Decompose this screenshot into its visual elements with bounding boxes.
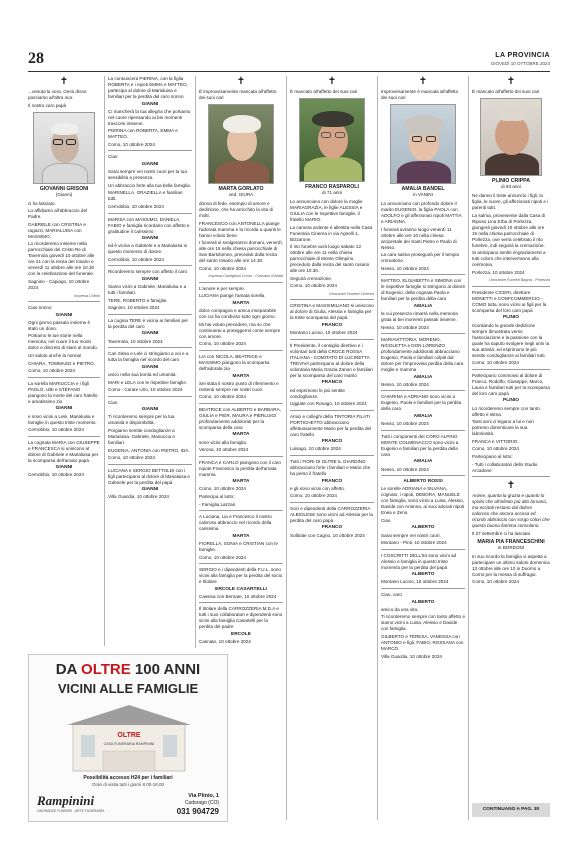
notice-signers: FRANCA e VITTORIO.	[472, 438, 519, 444]
column-divider	[104, 76, 105, 646]
notice-separator	[472, 369, 550, 370]
notice-text: la cui presenza rimarrà nella memoria grata ai bei momenti passati insieme.	[381, 311, 458, 323]
notice-text: Soci e dipendenti della CARROZZERIA ALBIOLESE sono vicini ad Alessia per la perdita del caro papà	[290, 505, 373, 523]
notice-signers: TERE, ROBERTO e famiglie.	[108, 297, 168, 303]
notice-date: Montano Lucino, 10 ottobre 2024	[381, 579, 449, 585]
notice-separator	[199, 282, 283, 283]
notice-separator	[472, 286, 550, 287]
notice-signers: PIERINA con ROBERTA, EMMA e MATTEO.	[108, 128, 178, 140]
notice-text: CHIARINA e ADRIANO sono vicini a Eugenio, Paola e familiari per la perdita della cara	[381, 394, 462, 412]
notice-text: Lo annunciano con profondo dolore il marito EUGENIO, la figlia PAOLA con ADOLFO e gli affezionati nipoti MATTIA e ARIANNA.	[381, 201, 462, 224]
notice-date: Nesso, 10 ottobre 2024	[381, 466, 429, 472]
notice-separator	[290, 339, 374, 340]
deceased-name: GIOVANNI GRISONI	[39, 185, 89, 192]
notice-text: Ti ricorderemo sempre per la tua umanità e disponibilità.	[108, 414, 175, 426]
notice-date: Cernobbio, 10 ottobre 2024	[108, 256, 164, 262]
notice-separator	[381, 390, 465, 391]
deceased-subtitle: in BORDONI	[497, 544, 525, 550]
notice-separator	[199, 602, 283, 603]
publication-name: LA PROVINCIA	[495, 52, 550, 59]
notice-text: Partecipano commossi al dolore di Franco, Rodolfo, Giuseppe, Marco, Laura e familiari tutti per la scomparsa del loro caro papà	[472, 372, 550, 396]
notice-separator	[28, 377, 100, 378]
notice-text: ci ha lasciato.	[28, 200, 56, 206]
house-sign-text: OLTRE	[117, 732, 141, 739]
notice-text: amico da una vita.	[381, 606, 419, 612]
notice-text: ricordando la grande dedizione sempre dimostrata verso l'associazione e la passione con la quale ha saputo svolgere negli anni la sua attività, ed esprimono le più sentite condoglianze ai familiari tutti.	[472, 322, 550, 358]
notice-separator	[381, 430, 465, 431]
notice-text: SERGIO e i dipendenti della F.U.L. sono vicini alla famiglia per la perdita del socio e titolare	[199, 567, 283, 585]
notice-text: CRISTINA e MASSIMILIANO si uniscono al dolore di Giulia, Alessia e famiglia per la triste scomparsa del papà	[290, 303, 374, 321]
notice-date: Nesso, 10 ottobre 2024	[381, 265, 429, 271]
notice-date: Tavernola, 10 ottobre 2024	[108, 338, 163, 344]
notice-signers: GILBERTO e TERESA, VANESSA con ANTONIO e figli, FABIO, ROSSANA con MARCO.	[381, 633, 464, 651]
notice-text: Tutti i FIORI DI OLTRE IL GIARDINO abbracciano forte i familiari e Mario che ha perso il fratello	[290, 458, 371, 476]
notice-text: Un abbraccio forte alla tua bella famiglia.	[108, 182, 191, 188]
notice-date: Cernobbio, 10 ottobre 2024	[108, 204, 164, 210]
notice-text: Presidente CICERI, direttore MONETTI e CONFCOMMERCIO - COMO tutta, sono vicini ai figli per la scomparsa del loro caro papà	[472, 289, 547, 313]
notice-date: Cernobbio, 10 ottobre 2024	[28, 427, 84, 433]
notice-separator	[108, 213, 192, 214]
notice-separator	[199, 510, 283, 511]
notice-text: A Luciana, Lia e Francesco il nostro caloroso abbraccio nel ricordo della carissima	[199, 514, 272, 532]
notice-separator	[108, 464, 192, 465]
deceased-subtitle: di 71 anni	[322, 190, 342, 195]
notice-text: e sono vicini a Lele, Marialuisa e famiglie in questo triste momento.	[28, 413, 97, 425]
notice-separator	[290, 299, 374, 300]
notice-signers: EUGENIA, ANTONIA con PIETRO, IDA.	[108, 447, 190, 453]
notice-text: Il 27 settembre ci ha lasciato	[472, 530, 531, 536]
notice-separator	[108, 347, 192, 348]
notice-text: Sarai sempre nei nostri cuori.	[381, 532, 441, 538]
notice-text: Ciao	[381, 517, 391, 523]
notice-text: Ciao	[108, 399, 118, 405]
notice-signers: MARINELLA, GRAZIELLA e familiari tutti.	[108, 190, 183, 202]
funeral-agency: Onoranze Funebri Cinerea	[329, 291, 374, 296]
funeral-home-advertisement[interactable]	[28, 654, 228, 822]
ad-hours: Orari di visita tutti i giorni 8.00-18.00	[91, 782, 165, 787]
notice-text: FRANCA e CARLO piangono con il caro nipote Francesco la perdita dell'amata mamma	[199, 459, 281, 477]
notice-separator	[108, 150, 192, 151]
funeral-agency: Impresa Cofrini	[74, 293, 100, 298]
deceased-name: FRANCO RASPAROLI	[305, 184, 359, 190]
column-divider	[468, 76, 469, 820]
notice-date: Villa Guardia, 10 ottobre 2024	[381, 653, 442, 659]
notice-separator	[381, 274, 465, 275]
funeral-home-building-illustration	[63, 703, 195, 773]
notice-separator	[381, 333, 465, 334]
funeral-agency: Onoranze Funebri Bagna - Porlezza	[489, 278, 550, 283]
notice-name: GIANNI	[141, 407, 159, 413]
notice-text: La cugina TERE è vicina ai familiari per la perdita del caro	[108, 317, 189, 329]
notice-text: Partecipano al lutto:	[472, 453, 513, 459]
notice-text: Ciao, caro	[381, 591, 402, 597]
notice-separator	[199, 563, 283, 564]
deceased-subtitle: in VANINI	[413, 192, 433, 197]
notice-date: Como, 10 ottobre 2024	[199, 486, 246, 492]
notice-name: AMALIA	[413, 303, 433, 309]
notice-text: MATTEO, ELISABETTA e SIMONA con le rispettive famiglie si stringono al dolore di Eugenio, della cognata Paola e familiari per la perdita della cara	[381, 278, 465, 302]
notice-name: FRANCO	[321, 323, 343, 329]
notice-text: Un saluto anche la nonna!	[28, 353, 82, 359]
deceased-nickname: (Gianni)	[55, 191, 73, 197]
notice-name: ERCOLE	[231, 631, 251, 637]
notice-lead: Improvvisamente è mancata all'affetto dei suoi cari	[381, 89, 459, 100]
notice-date: Como, 10 ottobre 2024	[199, 394, 246, 400]
notice-name: GIANNI	[141, 236, 159, 242]
notice-signers: MARI e LELA con le rispettive famiglie.	[108, 379, 188, 385]
notice-text: - Tutti i collaboratori dello Studio Arcadone	[472, 461, 538, 473]
notice-date: Como, 10 ottobre 2024	[108, 141, 155, 147]
notice-separator	[28, 301, 100, 302]
notice-separator	[381, 588, 465, 589]
notice-date: Como, 10 ottobre 2024	[108, 455, 155, 461]
deceased-photo	[390, 104, 456, 184]
notice-date: Como, 10 ottobre 2024	[199, 554, 246, 560]
notice-date: Como - Carate Urio, 10 ottobre 2024	[108, 387, 183, 393]
deceased-name: PLINIO CRIPPA	[492, 178, 530, 184]
notice-date: Casnate, 10 ottobre 2024	[199, 639, 251, 645]
notice-name: AMALIA	[413, 374, 433, 380]
cross-icon: ✝	[236, 76, 246, 87]
continued-on-page-label: CONTINUANO A PAG. 30	[472, 803, 550, 817]
notice-date: Montano - Pinti, 10 ottobre 2024	[381, 540, 447, 546]
notice-text: sono vicini alla famiglia.	[199, 439, 248, 445]
deceased-subtitle: ved. GIURA	[228, 192, 254, 197]
notice-text: Portiamo le tue storie nella memoria, nel cuore il tuo modo dolce e discreto di stare al mondo.	[28, 333, 98, 351]
notice-text: ed è vicina a Gabriele e a Marialuisa in questo momento di dolore.	[108, 243, 188, 255]
notice-text: Amici e colleghi della TINTORIA FILATI PORTICHETTO abbracciano affettuosamente Mario per la perdita del caro fratello	[290, 413, 372, 437]
column-divider	[195, 76, 196, 648]
notice-name: ALBERTO ROSSI	[403, 479, 443, 484]
ad-phone-number: 031 904729	[176, 807, 219, 816]
notice-name: ERCOLE CASARTELLI	[215, 586, 267, 592]
notice-text: Mi hai voluto precedere, ma so che continuerai a proteggermi come sempre con amore.	[199, 321, 281, 339]
notice-text: Tutti i componenti del CORO ALPINO MONTE COLMENACCO sono vicini a Eugenio e familiari per la perdita della cara	[381, 433, 459, 457]
deceased-name: MARTA GORLATO	[218, 186, 264, 192]
notice-text: La consuocera PIERINA, con la figlia ROBERTA e i nipoti EMMA e MATTEO, partecipa al dolore di Marialuisa e familiari per la perdita del caro nonno	[108, 76, 188, 99]
notice-name: AMALIA	[413, 414, 433, 420]
notice-name: PLINIO	[503, 315, 519, 321]
obituary-column-6	[472, 76, 550, 800]
deceased-name: AMALIA BANDEL	[401, 186, 445, 192]
notice-text: Il rito funebre avrà luogo sabato 12 ottobre alle ore 11 nella chiesa parrocchiale di Monte Olimpino, preceduto dalla recita del santo rosario alle ore 10.30.	[290, 244, 370, 274]
notice-date: Villa Guardia, 10 ottobre 2024	[108, 494, 169, 500]
notice-separator	[381, 549, 465, 550]
notice-separator	[381, 475, 465, 476]
notice-text: Le sorelle ADRIANA e SILVANA, cognato, i nipoti, DEBORA, MANUELE con famiglia, sono vicini a Luisa, Alessio, Davide con Arianna, ai suoi adorati nipoti Enea e Zeno.	[381, 486, 465, 516]
notice-date: Cassina con Bernate, 10 ottobre 2024	[199, 593, 277, 599]
notice-signers: CHIARA, TOMMASO e PIETRO.	[28, 360, 95, 366]
notice-name: GIANNI	[141, 331, 159, 337]
notice-text: I funerali avranno luogo venerdì 11 ottobre alle ore 10 nella chiesa arcipretale dei Santi Pietro e Paolo di Nesso.	[381, 226, 457, 250]
notice-name: AMALIA	[413, 459, 433, 465]
notice-text: Ricorderemo sempre con affetto il caro	[108, 269, 188, 275]
notice-name: ALBERTO	[411, 572, 435, 578]
rampinini-logo: Rampinini	[37, 793, 95, 808]
notice-date: Luisago, 10 ottobre 2024	[290, 446, 341, 452]
notice-text: unico nella sua bontà ed umanità.	[108, 371, 177, 377]
notice-text: Sarai sempre nei nostri cuori per la tua sensibilità e presenza.	[108, 169, 187, 181]
obituary-column-4	[290, 76, 374, 820]
cross-icon: ✝	[506, 76, 516, 87]
cross-icon: ✝	[418, 76, 428, 87]
deceased-photo	[299, 98, 365, 182]
notice-text: In suo ricordo la famiglia vi aspetta a partecipare un ultimo saluto domenica 13 ottobre alle ore 10 in Duomo a Como per la messa di suffragio.	[472, 553, 550, 577]
notice-name: GIANNI	[141, 364, 159, 370]
notice-text: LIA con NICOLA, BEATRICE e MASSIMO piangono la scomparsa dell'adorata zia	[199, 353, 270, 371]
notice-date: Como, 10 ottobre 2024	[290, 283, 337, 289]
notice-text: ed esprimono le più sentite condoglianze.	[290, 387, 345, 399]
notice-date: Montano Lucino, 10 ottobre 2024	[290, 330, 358, 336]
notice-name: GIANNI	[55, 406, 73, 412]
notice-text: I COSCRITTI DELL'84 sono vicini ad Alessio e famiglia in questo triste momento per la perdita del papà	[381, 552, 457, 570]
notice-date: Nesso, 10 ottobre 2024	[381, 381, 429, 387]
notice-separator	[108, 314, 192, 315]
notice-text: Ne danno il triste annuncio i figli, la figlia, le nuore, gli affezionati nipoti e i parenti tutti.	[472, 193, 549, 210]
obituary-column-5	[381, 76, 465, 820]
notice-text: Seguirà cremazione.	[290, 275, 333, 281]
deceased-photo	[33, 112, 95, 184]
deceased-photo	[208, 104, 274, 184]
notice-separator	[199, 456, 283, 457]
publication-date: GIOVEDÌ 10 OTTOBRE 2024	[490, 61, 550, 66]
notice-text: La camera ardente è allestita nella Casa Funeraria Cinerea in via Agnelli 1, Bizzarone.	[290, 224, 373, 242]
notice-text: Il titolare della CARROZZERIA M.D.A e tutti i suoi collaboratori e dipendenti sono vicini alla famiglia Casartelli per la perdita del padre	[199, 606, 283, 630]
notice-date: Cernobbio, 10 ottobre 2024	[28, 472, 84, 478]
notice-text: Ciao nonno	[28, 305, 52, 311]
notice-date: Sagnino - Capiago, 10 ottobre 2024	[28, 278, 90, 290]
column-divider	[286, 76, 287, 820]
notice-text: MARIAVITTORIA, MORENO, NICOLETTA e DON LORENZO profondamente addolorati abbracciano Eugenio, Paola e familiari colpiti dal dolore per l'improvvisa perdita della cara moglie e mamma	[381, 337, 464, 373]
notice-separator	[290, 410, 374, 411]
notice-text: LUCIANA e SERGIO BETTOLDI con i figli partecipano al dolore di Marialuisa e Gabriele per la perdita del papà	[108, 467, 190, 485]
notice-name: FRANCO	[321, 525, 343, 531]
notice-lead: È mancato all'affetto dei suoi cari	[290, 89, 358, 94]
notice-date: Como, 10 ottobre 2024	[290, 493, 337, 499]
notice-date: Sagnino, 10 ottobre 2024	[108, 305, 160, 311]
deceased-subtitle: di 93 anni	[501, 184, 521, 189]
notice-text: Tanti anni ci legano a lui e non potremo dimenticare la sua laboriosità.	[472, 419, 534, 437]
notice-separator	[108, 396, 192, 397]
notice-date: Como, 10 ottobre 2024	[472, 579, 519, 585]
notice-text: FRANCESCO con ANTONELLA piange l'adorata mamma e la ricorda a quanti le hanno voluto bene.	[199, 220, 281, 238]
column-divider	[377, 76, 378, 820]
notice-separator	[28, 436, 100, 437]
page-number: 28	[28, 50, 44, 67]
notice-separator	[108, 265, 192, 266]
notice-name: ALBERTO	[411, 525, 435, 531]
notice-name: ALBERTO	[411, 599, 435, 605]
notice-name: MARTA	[232, 533, 250, 539]
bible-quote: ...venuta la sera, Gesù disse: passiamo all'altra riva.	[28, 89, 88, 100]
notice-date: Nesso, 10 ottobre 2024	[381, 421, 429, 427]
notice-text: La salma, proveniente dalla Casa di Riposo Lina Erba di Porlezza, giungerà giovedì 10 ottobre alle ore 15 nella chiesa parrocchiale di Porlezza, ove verrà celebrato il rito funebre, indi seguirà la cremazione.	[472, 212, 546, 248]
notice-name: GIANNI	[141, 277, 159, 282]
notice-text: Siamo vicini a Gabriele, Marialuisa e a tutti i familiari.	[108, 284, 187, 296]
funeral-agency: Impresa Castiglioni Como - Cassano d'Adda	[208, 274, 283, 279]
notice-text: Lo annunciano con dolore la moglie MARIAGRAZIA, le figlie ALESSIA e GIULIA con le rispettive famiglie, il fratello MARIO.	[290, 199, 363, 222]
notice-text: GABRIELE con CRISTINA e ragazzi, MARIALUISA con MASSIMO.	[28, 221, 86, 239]
intro-text: Il nostro caro papà	[28, 102, 67, 108]
notice-date: Uggiate con Ronago, 10 ottobre 2024	[290, 401, 367, 407]
notice-name: MARTA	[232, 301, 250, 307]
notice-text: LUCIANA piange l'amata sorella	[199, 293, 265, 299]
notice-name: GIANNI	[141, 487, 159, 493]
notice-text: Sei stata il nostro punto di riferimento e resterai sempre nei nostri cuori.	[199, 380, 279, 392]
notice-date: Como, 10 ottobre 2024	[28, 368, 75, 374]
cross-icon: ✝	[506, 480, 516, 491]
notice-name: MARTA	[232, 432, 250, 438]
notice-name: PLINIO	[503, 398, 519, 404]
notice-name: FRANCO	[321, 478, 343, 484]
notice-lead: È improvvisamente mancata all'affetto dei suoi cari	[199, 89, 277, 100]
obituary-column-2	[108, 76, 192, 648]
notice-name: MARTA	[232, 479, 250, 485]
house-sign-subtext: CASA FUNERARIA RAMPININI	[103, 742, 155, 746]
notice-text: Si anticipano sentiti ringraziamenti a tutti coloro che interverranno alla cerimonia.	[472, 250, 546, 268]
notice-name: FRANCO	[321, 380, 343, 386]
ad-headline: DA OLTRE 100 ANNI	[55, 661, 201, 678]
notice-text: Porgiamo sentite condoglianze a Marialuisa, Gabriele, Mariuccia e familiari.	[108, 428, 175, 445]
ad-subheadline: VICINI ALLE FAMIGLIE	[57, 681, 199, 696]
notice-text: La cara salma proseguirà per il tempio crematorio.	[381, 252, 460, 264]
notice-text: Ogni giorno passato insieme è stato un dono.	[28, 319, 91, 331]
notice-name: FRANCO	[321, 439, 343, 445]
notice-name: GIANNI	[141, 101, 159, 107]
obituary-column-1	[28, 76, 100, 646]
notice-text: I funerali si svolgeranno domani, venerdì, alle ore 15 nella chiesa parrocchiale di San Bartolomeo, preceduti dalla recita del santo rosario alle ore 14.30.	[199, 240, 283, 264]
notice-date: Verona, 10 ottobre 2024	[199, 447, 249, 453]
notice-text: Ciao	[108, 154, 118, 160]
notice-date: Como, 10 ottobre 2024	[199, 265, 246, 271]
notice-name: GIANNI	[55, 312, 73, 318]
notice-text: Ci mancherà la tua allegria che portiamo nel cuore ripensando ai bei momenti trascorsi insieme.	[108, 108, 191, 126]
notice-separator	[199, 350, 283, 351]
notice-text: e gli sono vicini con affetto.	[290, 485, 346, 491]
notice-text: Cari Sissa e Lele ci stringiamo a voi e a tutta la famiglia nel ricordo del caro	[108, 351, 189, 363]
notice-separator	[290, 502, 374, 503]
poem-quote: Anime, quanta la grazia e quanto lo spirito che all'infinito più alto tornano, ma eccitati restano dal dolore caloroso che ancora accosa ed ricordo abbraccio con sorgo colori che questa buona fiamma consolano.	[472, 493, 550, 528]
notice-text: Ti ricorderemo sempre con tanto affetto e siamo vicini a Luisa, Alessio e Davide con famiglia.	[381, 614, 465, 632]
notice-text: Lo ricorderemo insieme nella parrocchiale del Cristo Re di Tavernola giovedì 10 ottobre alle ore 21 con la recita del rosario e venerdì 11 ottobre alle ore 10.30 con la celebrazione del funerale.	[28, 241, 95, 277]
cross-icon: ✝	[59, 76, 69, 87]
notice-lead: È mancato all'affetto dei suoi cari	[472, 89, 540, 94]
notice-name: GIANNI	[55, 465, 73, 471]
notice-text: BEATRICE con ALBERTO e BARBARA, GIULIA e PIER, MAURA e PIERLUIGI profondamente addolorati per la scomparsa della cara	[199, 406, 281, 430]
notice-date: Como, 10 ottobre 2024	[199, 341, 246, 347]
notice-text: La sorella MARIUCCIA e i figli PAOLO, UBI e STEFANO piangono la morte del caro fratello e amatissimo zio	[28, 380, 98, 404]
cross-icon: ✝	[327, 76, 337, 87]
notice-text: Lo ricorderemo sempre con tanto affetto e stima.	[472, 405, 540, 417]
notice-text: L'amore è per sempre.	[199, 285, 246, 291]
notice-date: Porlezza, 10 ottobre 2024	[472, 269, 525, 275]
notice-text: - Famiglia Lazzari	[199, 501, 236, 507]
notice-text: dolce compagna e amica inseparabile con cui ha condiviso tutto ogni giorno.	[199, 308, 277, 320]
notice-date: Como, 10 ottobre 2024	[472, 360, 519, 366]
ad-address-city: Cadorago (CO)	[184, 800, 219, 806]
notice-text: Il Presidente, il consiglio direttivo e i volontari tutti della CROCE ROSSA ITALIANA - COMITATO DI LUCINETTA TREVIVA partecipano al dolore della volontaria Maria Grazia Zanon e familiari per la scomparsa del caro marito	[290, 342, 373, 378]
notice-text: donna di fede, esempio di amore e dedizione, che ha arricchito la vita di molti.	[199, 201, 274, 218]
ad-address-street: Via Plinio, 1	[188, 793, 219, 799]
notice-text: La cognata MARIA con GIUSEPPE e FRANCESCA si uniscono al dolore di Gabriele e Marialuisa per la scomparsa dell'amato papà	[28, 439, 100, 463]
notice-signers: FIORELLA, SONIA e CRISTIAN con le famiglie.	[199, 540, 278, 552]
notice-text: Partecipa al lutto:	[199, 494, 235, 500]
notice-name: GIANNI	[141, 162, 159, 168]
notice-text: Lo affidiamo all'abbraccio del Padre.	[28, 208, 88, 220]
notice-date: Solbiate con Cagno, 10 ottobre 2024	[290, 532, 365, 538]
deceased-name: MARIA PIA FRANCESCHINI	[477, 538, 545, 545]
notice-date: Como, 10 ottobre 2024	[472, 446, 519, 452]
notice-separator	[290, 455, 374, 456]
notice-name: MARTA	[232, 373, 250, 379]
ad-tagline: ONORANZE FUNEBRI - ARTE FUNERARIA	[37, 809, 105, 813]
notice-text: MARISA con MASSIMO, DANIELA, FABIO e famiglia ricordano con affetto e gratitudine il carissimo	[108, 216, 190, 234]
notice-separator	[472, 476, 550, 477]
page-header	[28, 48, 550, 72]
notice-date: Nesso, 10 ottobre 2024	[381, 324, 429, 330]
deceased-photo	[480, 98, 542, 176]
notice-separator	[199, 403, 283, 404]
ad-availability: Possibilità accesso H24 per i familiari	[83, 775, 173, 781]
